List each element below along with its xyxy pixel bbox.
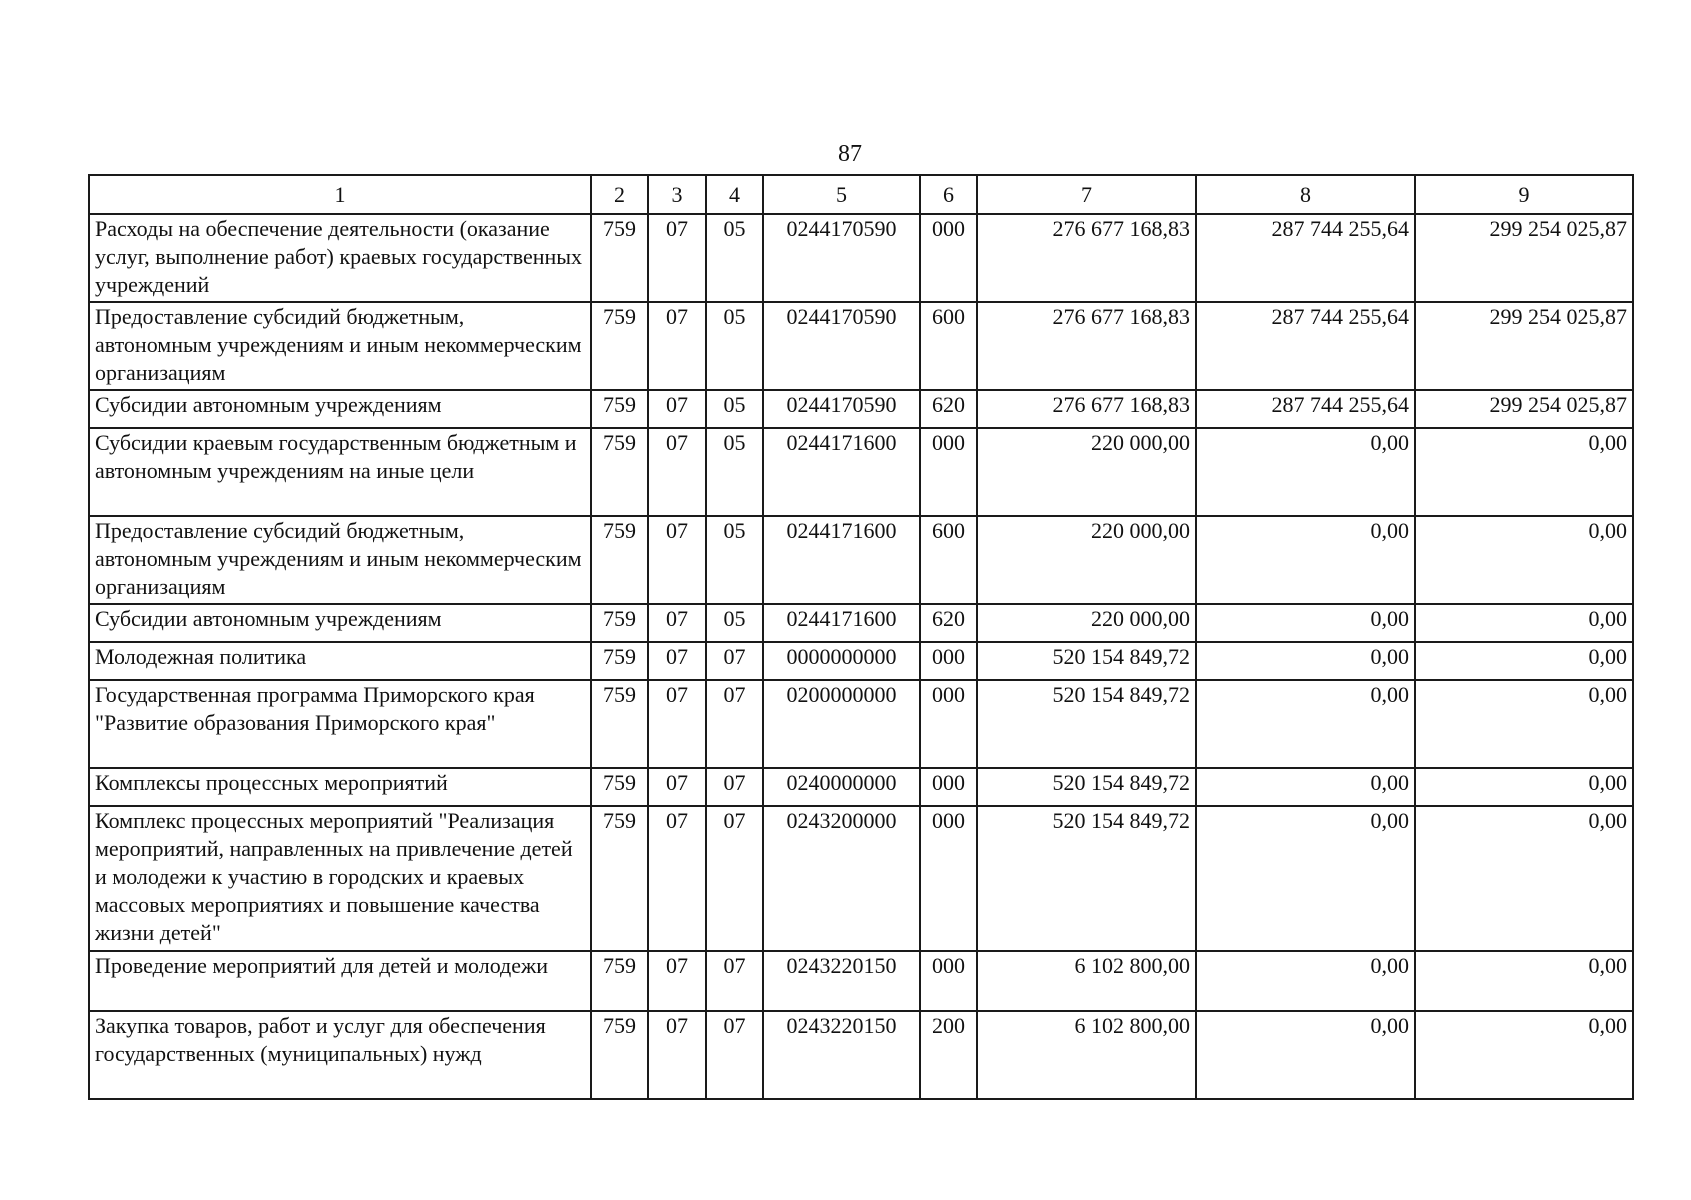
row-amount-9: 0,00	[1415, 604, 1633, 642]
row-name: Субсидии автономным учреждениям	[89, 604, 591, 642]
row-code-2: 759	[591, 604, 648, 642]
row-amount-9: 0,00	[1415, 1011, 1633, 1099]
row-amount-7: 520 154 849,72	[977, 806, 1196, 951]
row-code-2: 759	[591, 642, 648, 680]
row-amount-7: 520 154 849,72	[977, 680, 1196, 768]
row-amount-9: 299 254 025,87	[1415, 302, 1633, 390]
row-code-2: 759	[591, 806, 648, 951]
row-amount-7: 276 677 168,83	[977, 390, 1196, 428]
row-name: Предоставление субсидий бюджетным, автономным учреждениям и иным некоммерческим организациям	[89, 302, 591, 390]
row-name: Комплексы процессных мероприятий	[89, 768, 591, 806]
row-code-3: 07	[648, 642, 706, 680]
row-code-4: 05	[706, 390, 763, 428]
row-code-5: 0240000000	[763, 768, 920, 806]
row-amount-7: 520 154 849,72	[977, 642, 1196, 680]
row-code-5: 0000000000	[763, 642, 920, 680]
table-row	[89, 516, 1633, 604]
table-row	[89, 951, 1633, 1011]
row-code-3: 07	[648, 390, 706, 428]
row-code-4: 05	[706, 516, 763, 604]
row-amount-7: 220 000,00	[977, 604, 1196, 642]
row-amount-9: 0,00	[1415, 680, 1633, 768]
row-code-2: 759	[591, 680, 648, 768]
table-row	[89, 604, 1633, 642]
row-code-6: 000	[920, 642, 977, 680]
row-code-5: 0244171600	[763, 516, 920, 604]
row-code-3: 07	[648, 428, 706, 516]
row-amount-8: 0,00	[1196, 1011, 1415, 1099]
row-code-6: 620	[920, 604, 977, 642]
row-amount-9: 0,00	[1415, 951, 1633, 1011]
row-amount-8: 0,00	[1196, 516, 1415, 604]
row-code-5: 0244171600	[763, 604, 920, 642]
row-code-4: 07	[706, 1011, 763, 1099]
page-number: 87	[838, 141, 862, 167]
row-amount-8: 0,00	[1196, 806, 1415, 951]
row-code-2: 759	[591, 768, 648, 806]
row-amount-8: 0,00	[1196, 680, 1415, 768]
row-code-4: 05	[706, 428, 763, 516]
row-name: Предоставление субсидий бюджетным, автономным учреждениям и иным некоммерческим организациям	[89, 516, 591, 604]
table-row	[89, 302, 1633, 390]
column-header-3: 3	[648, 175, 706, 214]
table-row	[89, 642, 1633, 680]
row-code-6: 600	[920, 516, 977, 604]
row-name: Проведение мероприятий для детей и молодежи	[89, 951, 591, 1011]
row-amount-7: 220 000,00	[977, 516, 1196, 604]
row-amount-8: 0,00	[1196, 428, 1415, 516]
row-amount-9: 0,00	[1415, 428, 1633, 516]
row-amount-8: 0,00	[1196, 951, 1415, 1011]
row-name: Расходы на обеспечение деятельности (оказание услуг, выполнение работ) краевых государственных учреждений	[89, 214, 591, 302]
row-amount-7: 220 000,00	[977, 428, 1196, 516]
column-header-1: 1	[89, 175, 591, 214]
row-code-5: 0243220150	[763, 1011, 920, 1099]
row-code-3: 07	[648, 951, 706, 1011]
row-name: Закупка товаров, работ и услуг для обеспечения государственных (муниципальных) нужд	[89, 1011, 591, 1099]
row-amount-8: 287 744 255,64	[1196, 214, 1415, 302]
row-code-6: 000	[920, 951, 977, 1011]
row-code-3: 07	[648, 302, 706, 390]
row-code-2: 759	[591, 390, 648, 428]
column-header-5: 5	[763, 175, 920, 214]
row-code-3: 07	[648, 604, 706, 642]
row-amount-8: 287 744 255,64	[1196, 390, 1415, 428]
row-code-4: 05	[706, 214, 763, 302]
row-code-5: 0243200000	[763, 806, 920, 951]
row-code-3: 07	[648, 680, 706, 768]
row-code-5: 0244170590	[763, 302, 920, 390]
row-code-2: 759	[591, 302, 648, 390]
table-row	[89, 390, 1633, 428]
row-code-3: 07	[648, 214, 706, 302]
row-amount-7: 276 677 168,83	[977, 302, 1196, 390]
row-name: Субсидии краевым государственным бюджетным и автономным учреждениям на иные цели	[89, 428, 591, 516]
row-code-6: 000	[920, 428, 977, 516]
row-code-5: 0244170590	[763, 214, 920, 302]
row-amount-9: 0,00	[1415, 642, 1633, 680]
table-row	[89, 680, 1633, 768]
row-amount-7: 520 154 849,72	[977, 768, 1196, 806]
row-amount-7: 6 102 800,00	[977, 951, 1196, 1011]
row-code-6: 000	[920, 680, 977, 768]
row-code-5: 0243220150	[763, 951, 920, 1011]
row-code-4: 07	[706, 806, 763, 951]
row-amount-9: 299 254 025,87	[1415, 214, 1633, 302]
table-row	[89, 1011, 1633, 1099]
row-code-6: 000	[920, 806, 977, 951]
row-amount-8: 0,00	[1196, 604, 1415, 642]
row-code-6: 000	[920, 214, 977, 302]
column-header-7: 7	[977, 175, 1196, 214]
row-code-6: 600	[920, 302, 977, 390]
row-code-4: 05	[706, 302, 763, 390]
row-amount-7: 276 677 168,83	[977, 214, 1196, 302]
table-row	[89, 214, 1633, 302]
row-code-4: 07	[706, 768, 763, 806]
row-code-4: 07	[706, 951, 763, 1011]
row-code-4: 07	[706, 642, 763, 680]
row-code-3: 07	[648, 516, 706, 604]
row-amount-9: 0,00	[1415, 516, 1633, 604]
table-row	[89, 428, 1633, 516]
row-code-3: 07	[648, 768, 706, 806]
header-row	[89, 175, 1633, 214]
row-code-2: 759	[591, 516, 648, 604]
row-code-4: 07	[706, 680, 763, 768]
row-code-5: 0244170590	[763, 390, 920, 428]
row-name: Субсидии автономным учреждениям	[89, 390, 591, 428]
row-amount-7: 6 102 800,00	[977, 1011, 1196, 1099]
row-code-6: 200	[920, 1011, 977, 1099]
budget-table	[88, 174, 1634, 1100]
row-code-5: 0200000000	[763, 680, 920, 768]
column-header-2: 2	[591, 175, 648, 214]
table-row	[89, 806, 1633, 951]
column-header-6: 6	[920, 175, 977, 214]
row-amount-9: 0,00	[1415, 806, 1633, 951]
row-amount-8: 287 744 255,64	[1196, 302, 1415, 390]
row-code-2: 759	[591, 951, 648, 1011]
row-amount-9: 0,00	[1415, 768, 1633, 806]
column-header-8: 8	[1196, 175, 1415, 214]
row-name: Комплекс процессных мероприятий "Реализация мероприятий, направленных на привлечение детей и молодежи к участию в городских и краевых массовых мероприятиях и повышение качества жизни детей"	[89, 806, 591, 951]
column-header-4: 4	[706, 175, 763, 214]
row-code-6: 000	[920, 768, 977, 806]
row-code-3: 07	[648, 1011, 706, 1099]
row-amount-8: 0,00	[1196, 642, 1415, 680]
table-row	[89, 768, 1633, 806]
row-code-2: 759	[591, 214, 648, 302]
row-code-3: 07	[648, 806, 706, 951]
row-name: Молодежная политика	[89, 642, 591, 680]
row-code-6: 620	[920, 390, 977, 428]
row-amount-9: 299 254 025,87	[1415, 390, 1633, 428]
row-code-2: 759	[591, 1011, 648, 1099]
row-code-2: 759	[591, 428, 648, 516]
column-header-9: 9	[1415, 175, 1633, 214]
row-name: Государственная программа Приморского края "Развитие образования Приморского края"	[89, 680, 591, 768]
row-amount-8: 0,00	[1196, 768, 1415, 806]
row-code-5: 0244171600	[763, 428, 920, 516]
row-code-4: 05	[706, 604, 763, 642]
